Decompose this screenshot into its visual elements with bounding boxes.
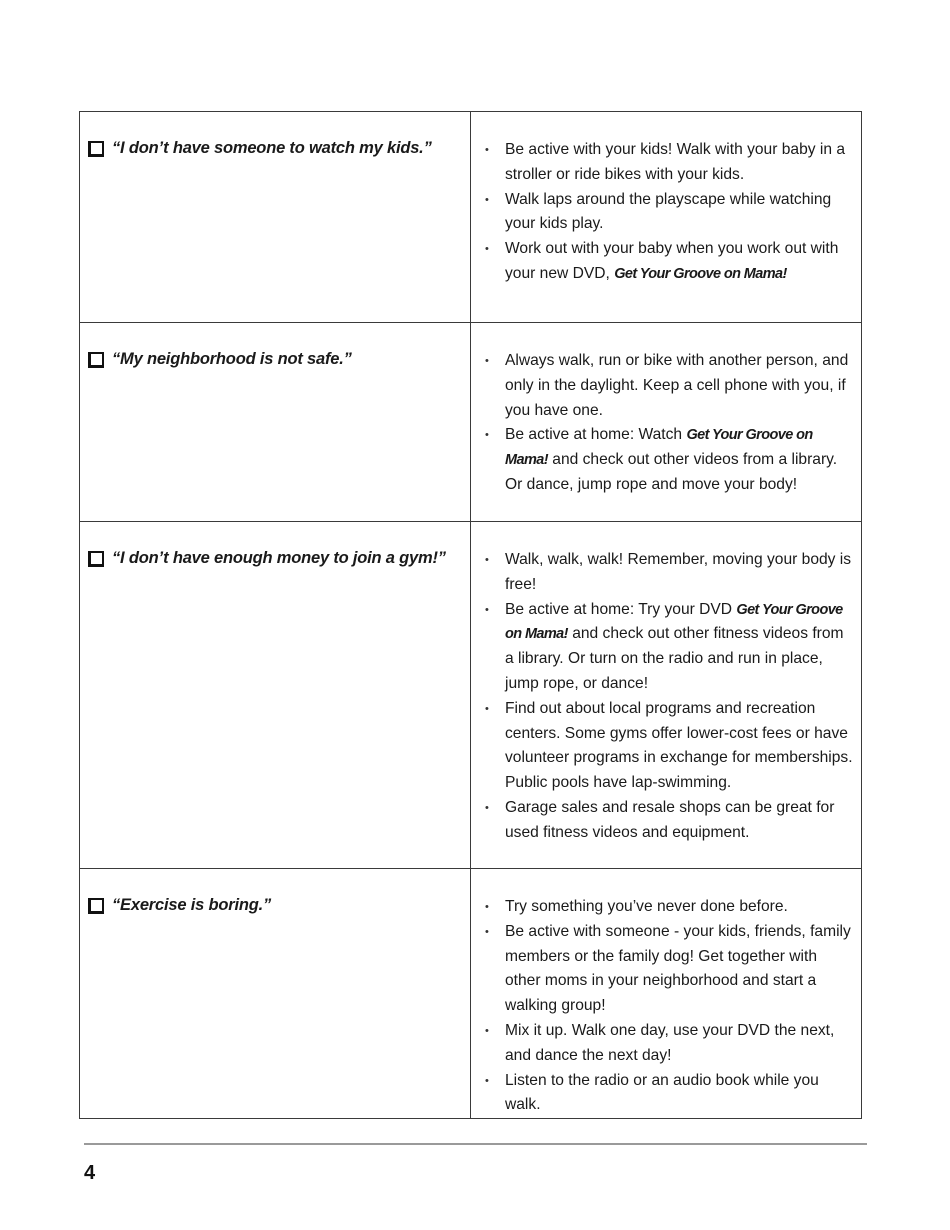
checkbox-icon[interactable] xyxy=(88,898,104,914)
table-row xyxy=(80,112,862,323)
tips-cell xyxy=(471,869,862,1119)
tip-item xyxy=(485,423,855,497)
dvd-title: Get Your Groove on Mama! xyxy=(505,601,843,643)
tip-item xyxy=(485,598,855,697)
checkbox-icon[interactable] xyxy=(88,551,104,567)
tip-text: Be active with your kids! Walk with your baby in a stroller or ride bikes with your kids. xyxy=(505,141,846,183)
tip-text: Walk, walk, walk! Remember, moving your body is free! xyxy=(505,551,852,593)
barrier-text: “I don’t have enough money to join a gym!” xyxy=(112,549,446,567)
tip-text: and check out other videos from a library. Or dance, jump rope and move your body! xyxy=(505,451,838,493)
checkbox-icon[interactable] xyxy=(88,352,104,368)
barrier-text: “My neighborhood is not safe.” xyxy=(112,350,352,368)
checkbox-icon[interactable] xyxy=(88,141,104,157)
tip-text: Try something you’ve never done before. xyxy=(505,898,788,915)
table-row xyxy=(80,323,862,522)
tip-item xyxy=(485,920,855,1019)
tips-list xyxy=(471,869,861,1118)
tip-text: and check out other fitness videos from a library. Or turn on the radio and run in place, jump rope, or dance! xyxy=(505,625,844,692)
tips-cell xyxy=(471,522,862,869)
dvd-title: Get Your Groove on Mama! xyxy=(505,427,813,469)
tip-text: Be active with someone - your kids, friends, family members or the family dog! Get together with other moms in your neighborhood and start a walking group! xyxy=(505,922,851,1015)
tip-item xyxy=(485,349,855,423)
page-number: 4 xyxy=(84,1162,96,1184)
tip-text: Be active at home: Try your DVD xyxy=(505,600,737,618)
tip-text: Mix it up. Walk one day, use your DVD the next, and dance the next day! xyxy=(505,1021,835,1064)
barriers-table xyxy=(79,111,862,1119)
footer-divider xyxy=(84,1143,867,1145)
barrier-text: “I don’t have someone to watch my kids.” xyxy=(112,139,432,157)
tips-list xyxy=(471,112,861,287)
barrier-cell xyxy=(80,112,471,323)
tip-item xyxy=(485,1019,855,1069)
dvd-title: Get Your Groove on Mama! xyxy=(614,265,787,282)
tips-list xyxy=(471,323,861,498)
tip-text: Work out with your baby when you work out with your new DVD, xyxy=(505,240,839,282)
barrier-cell xyxy=(80,869,471,1119)
table-row xyxy=(80,522,862,869)
tips-list xyxy=(471,522,861,846)
barrier-cell xyxy=(80,323,471,522)
tips-cell xyxy=(471,323,862,522)
tip-item xyxy=(485,796,855,846)
tip-text: Garage sales and resale shops can be great for used fitness videos and equipment. xyxy=(505,798,835,841)
tip-text: Listen to the radio or an audio book while you walk. xyxy=(505,1071,819,1114)
table-row xyxy=(80,869,862,1119)
tip-item xyxy=(485,138,855,188)
tip-item xyxy=(485,895,855,920)
tip-item xyxy=(485,188,855,238)
tip-item xyxy=(485,237,855,287)
tip-item xyxy=(485,697,855,796)
tip-text: Walk laps around the playscape while watching your kids play. xyxy=(505,190,832,233)
tip-text: Be active at home: Watch xyxy=(505,426,687,444)
tip-text: Find out about local programs and recreation centers. Some gyms offer lower-cost fees or have volunteer programs in exchange for memberships. Public pools have lap-swimming. xyxy=(505,699,853,792)
barrier-text: “Exercise is boring.” xyxy=(112,896,272,914)
tip-item xyxy=(485,548,855,598)
tips-cell xyxy=(471,112,862,323)
tip-item xyxy=(485,1069,855,1119)
barrier-cell xyxy=(80,522,471,869)
tip-text: Always walk, run or bike with another person, and only in the daylight. Keep a cell phone with you, if you have one. xyxy=(505,352,849,419)
